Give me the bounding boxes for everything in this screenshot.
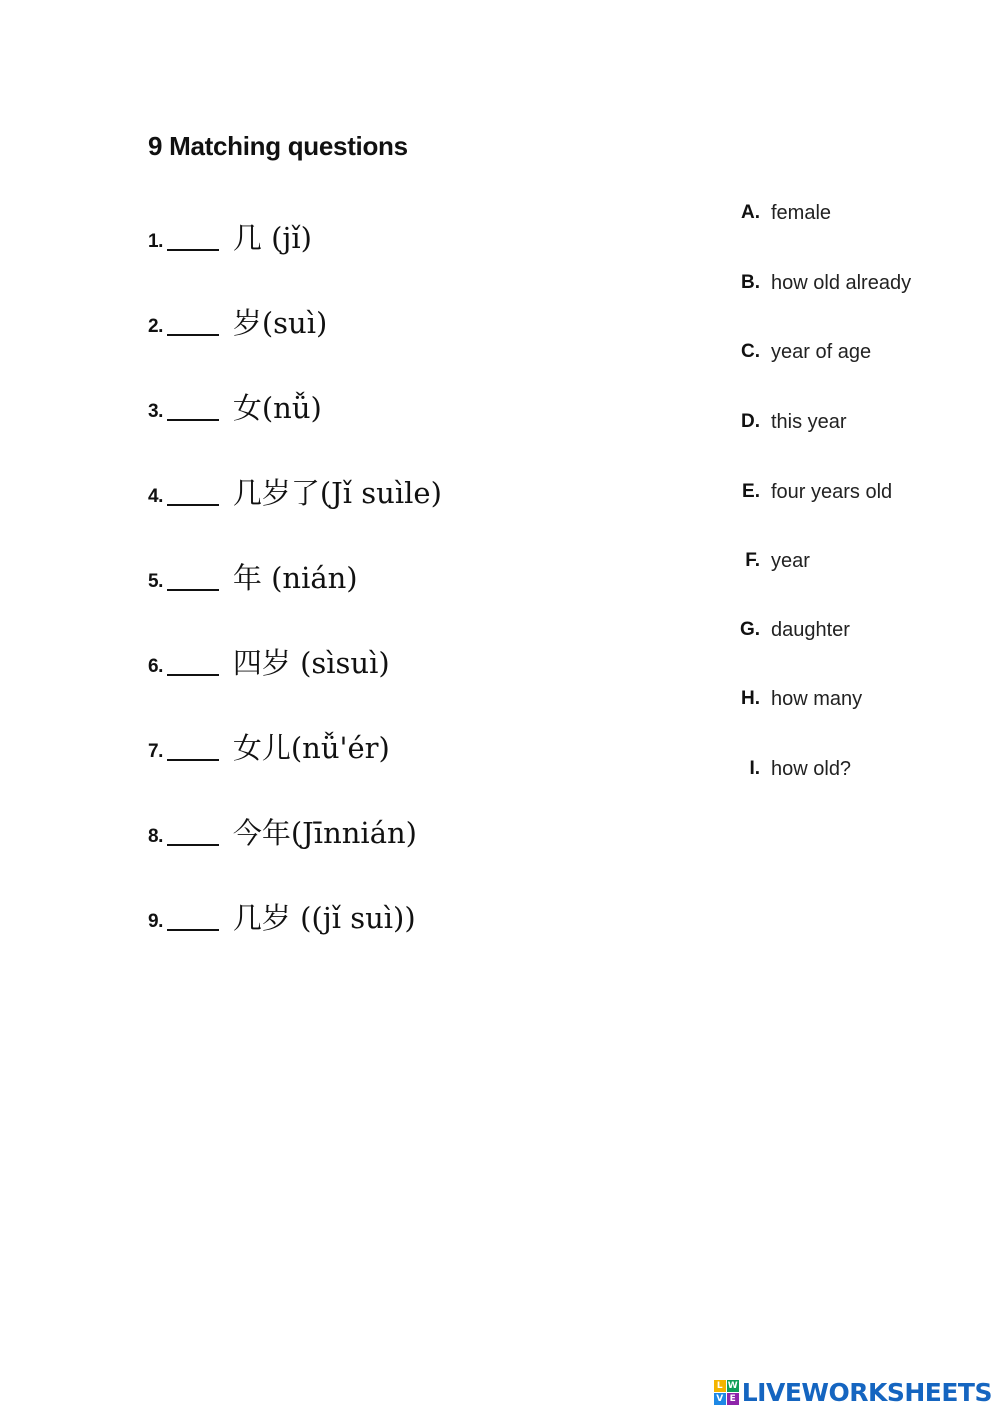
question-number: 5. <box>148 571 163 592</box>
answer-text: female <box>771 201 832 224</box>
question-number: 9. <box>148 911 163 932</box>
answer-blank[interactable] <box>167 907 219 931</box>
answer-letter: G. <box>739 619 760 640</box>
question-number: 1. <box>148 231 163 252</box>
question-number: 4. <box>148 486 163 507</box>
liveworksheets-logo <box>714 1377 992 1407</box>
answer-text: how many <box>771 687 863 710</box>
answer-text: four years old <box>771 480 893 503</box>
answer-text: how old? <box>771 757 852 780</box>
answer-blank[interactable] <box>167 737 219 761</box>
answer-option <box>720 684 990 714</box>
answer-letter: E. <box>742 481 760 502</box>
answer-option <box>720 198 990 228</box>
answer-option <box>720 337 990 367</box>
answer-letter: I. <box>749 758 760 779</box>
answer-letter: D. <box>741 411 760 432</box>
question-term: 岁(suì) <box>232 306 328 340</box>
question-term: 几岁 ((jǐ suì)) <box>232 901 416 935</box>
answer-letter: F. <box>745 550 760 571</box>
question-number: 2. <box>148 316 163 337</box>
question-item <box>148 885 416 935</box>
logo-mark-icon <box>714 1380 739 1405</box>
answer-letter: C. <box>741 341 760 362</box>
answer-option <box>720 615 990 645</box>
question-item <box>148 545 358 595</box>
logo-text: LIVEWORKSHEETS <box>741 1377 992 1407</box>
answer-text: daughter <box>771 618 850 641</box>
answer-text: year <box>771 549 810 572</box>
question-item <box>148 290 327 340</box>
answer-letter: H. <box>741 688 760 709</box>
answer-option <box>720 546 990 576</box>
answer-text: this year <box>771 410 847 433</box>
question-item <box>148 375 322 425</box>
question-number: 8. <box>148 826 163 847</box>
question-number: 3. <box>148 401 163 422</box>
answer-blank[interactable] <box>167 652 219 676</box>
answer-option <box>720 754 990 784</box>
answer-letter: A. <box>741 202 760 223</box>
answer-blank[interactable] <box>167 397 219 421</box>
answer-text: how old already <box>771 271 912 294</box>
question-term: 几 (jǐ) <box>232 221 312 255</box>
answer-blank[interactable] <box>167 567 219 591</box>
answer-option <box>720 407 990 437</box>
logo-mark-tile: E <box>727 1393 739 1405</box>
worksheet-title: 9 Matching questions <box>148 131 408 161</box>
logo-mark-tile: W <box>727 1380 738 1391</box>
question-term: 女儿(nǚ'ér) <box>232 731 390 765</box>
question-term: 年 (nián) <box>232 561 358 595</box>
question-item <box>148 715 390 765</box>
question-item <box>148 460 442 510</box>
question-term: 今年(Jīnnián) <box>232 816 417 850</box>
answer-blank[interactable] <box>167 822 219 846</box>
logo-mark-tile: L <box>714 1380 726 1392</box>
answer-text: year of age <box>771 340 872 363</box>
question-term: 四岁 (sìsuì) <box>232 646 390 680</box>
question-item <box>148 205 312 255</box>
question-item <box>148 630 390 680</box>
question-number: 6. <box>148 656 163 677</box>
question-item <box>148 800 417 850</box>
answer-option <box>720 268 990 298</box>
answer-blank[interactable] <box>167 227 219 251</box>
question-number: 7. <box>148 741 163 762</box>
answer-blank[interactable] <box>167 312 219 336</box>
question-term: 女(nǚ) <box>232 391 322 425</box>
answer-blank[interactable] <box>167 482 219 506</box>
logo-mark-tile: V <box>714 1393 726 1405</box>
answer-option <box>720 477 990 507</box>
answer-letter: B. <box>741 272 760 293</box>
question-term: 几岁了(Jǐ suìle) <box>232 476 442 510</box>
